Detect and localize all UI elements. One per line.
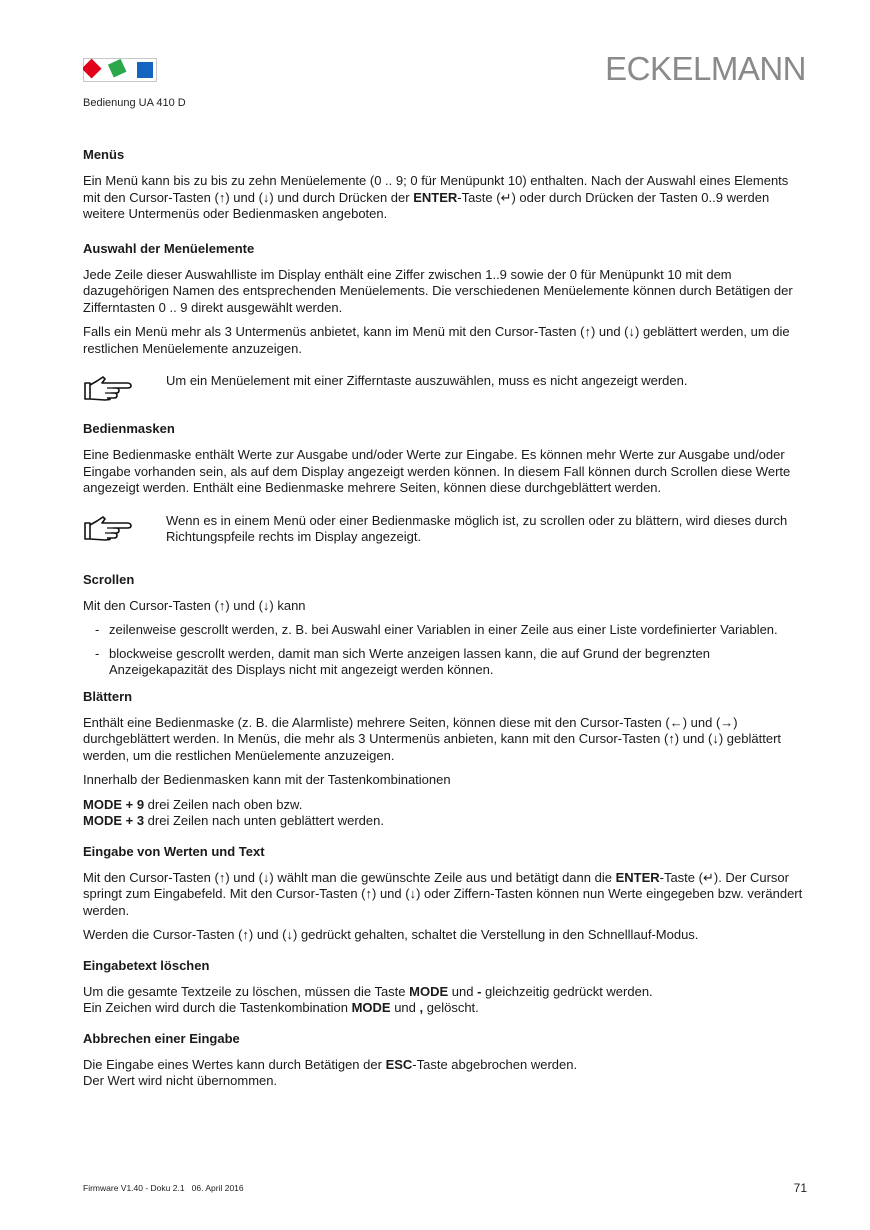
brand-wordmark: ECKELMANN [605, 50, 806, 87]
paragraph: Jede Zeile dieser Auswahlliste im Display enthält eine Ziffer zwischen 1..9 sowie der 0 für Menüpunkt 10 mit dem dazugehörigen Namen des entsprechenden Menüelements. Die verschiedenen Menüelemente können durch Betätigen der Zifferntasten 0 .. 9 direkt ausgewählt werden. [83, 266, 793, 315]
dash-list [83, 622, 808, 679]
section-heading: Eingabe von Werten und Text [83, 843, 265, 859]
section-heading: Abbrechen einer Eingabe [83, 1030, 240, 1046]
section-heading: Scrollen [83, 571, 135, 587]
paragraph: Falls ein Menü mehr als 3 Untermenüs anbietet, kann im Menü mit den Cursor-Tasten (↑) und (↓) geblättert werden, um die restlichen Menüelemente anzuzeigen. [83, 324, 790, 356]
list-item: - blockweise gescrollt werden, damit man sich Werte anzeigen lassen kann, die auf Grund der begrenzten Anzeigekapazität des Displays nicht mit angezeigt werden können. [95, 645, 710, 677]
section-bedienmasken [83, 421, 808, 497]
section-heading: Bedienmasken [83, 421, 175, 436]
paragraph: Innerhalb der Bedienmasken kann mit der Tastenkombinationen [83, 772, 451, 787]
list-item: - zeilenweise gescrollt werden, z. B. bei Auswahl einer Variablen in einer Zeile aus einer Liste vordefinierter Variablen. [95, 622, 778, 637]
paragraph: Um die gesamte Textzeile zu löschen, müssen die Taste MODE und - gleichzeitig gedrückt werden. Ein Zeichen wird durch die Tastenkombination MODE und , gelöscht. [83, 983, 653, 1015]
paragraph: Ein Menü kann bis zu bis zu zehn Menüelemente (0 .. 9; 0 für Menüpunkt 10) enthalten. Nach der Auswahl eines Elements mit den Cursor-Tasten (↑) und (↓) und durch Drücken der ENTER-Taste (↵) oder durch Drücken der Tasten 0..9 werden weitere Untermenüs oder Bedienmasken angeboten. [83, 173, 789, 221]
section-loeschen [83, 958, 808, 1017]
pointing-hand-icon [83, 375, 133, 401]
section-eingabe [83, 844, 808, 944]
paragraph: Die Eingabe eines Wertes kann durch Betätigen der ESC-Taste abgebrochen werden. Der Wert wird nicht übernommen. [83, 1056, 578, 1088]
pointing-hand-icon [83, 515, 133, 541]
eckelmann-logo-icon [83, 58, 157, 82]
section-auswahl [83, 241, 808, 358]
paragraph: Eine Bedienmaske enthält Werte zur Ausgabe und/oder Werte zur Eingabe. Es können mehr Werte zur Ausgabe und/oder Eingabe vorhanden sein, als auf dem Display angezeigt werden können. In diesem Fall können durch Scrollen diese Werte angezeigt werden. Enthält eine Bedienmaske mehrere Seiten, können diese durchgeblättert werden. [83, 447, 791, 495]
section-heading: Blättern [83, 688, 133, 704]
section-heading: Menüs [83, 147, 125, 162]
paragraph: Enthält eine Bedienmaske (z. B. die Alarmliste) mehrere Seiten, können diese mit den Cursor-Tasten (←) und (→) durchgeblättert werden. In Menüs, die mehr als 3 Untermenüs anbieten, kann mit den Cursor-Tasten (↑) und (↓) geblättert werden, um die restlichen Menüelemente anzuzeigen. [83, 714, 782, 763]
page-number: 71 [793, 1181, 807, 1195]
page-content [83, 147, 808, 1108]
section-heading: Eingabetext löschen [83, 957, 210, 973]
key-combinations: MODE + 9 drei Zeilen nach oben bzw. MODE + 3 drei Zeilen nach unten geblättert werden. [83, 796, 384, 828]
paragraph: Mit den Cursor-Tasten (↑) und (↓) kann [83, 597, 306, 613]
note-text: Um ein Menüelement mit einer Zifferntaste auszuwählen, muss es nicht angezeigt werden. [166, 373, 688, 388]
document-title: Bedienung UA 410 D [83, 97, 186, 109]
section-heading: Auswahl der Menüelemente [83, 240, 255, 256]
paragraph: Mit den Cursor-Tasten (↑) und (↓) wählt man die gewünschte Zeile aus und betätigt dann die ENTER-Taste (↵). Der Cursor springt zum Eingabefeld. Mit den Cursor-Tasten (↑) und (↓) oder Ziffern-Tasten können nun Werte eingegeben bzw. verändert werden. [83, 869, 803, 918]
note-box [83, 513, 808, 546]
section-abbrechen [83, 1031, 808, 1090]
section-menus [83, 147, 808, 223]
section-blaettern [83, 689, 808, 830]
footer-version: Firmware V1.40 - Doku 2.1 06. April 2016 [83, 1183, 244, 1193]
note-text: Wenn es in einem Menü oder einer Bedienmaske möglich ist, zu scrollen oder zu blättern, wird dieses durch Richtungspfeile rechts im Display angezeigt. [166, 512, 788, 544]
section-scrollen [83, 572, 808, 679]
paragraph: Werden die Cursor-Tasten (↑) und (↓) gedrückt gehalten, schaltet die Verstellung in den Schnelllauf-Modus. [83, 927, 699, 942]
note-box [83, 373, 808, 401]
